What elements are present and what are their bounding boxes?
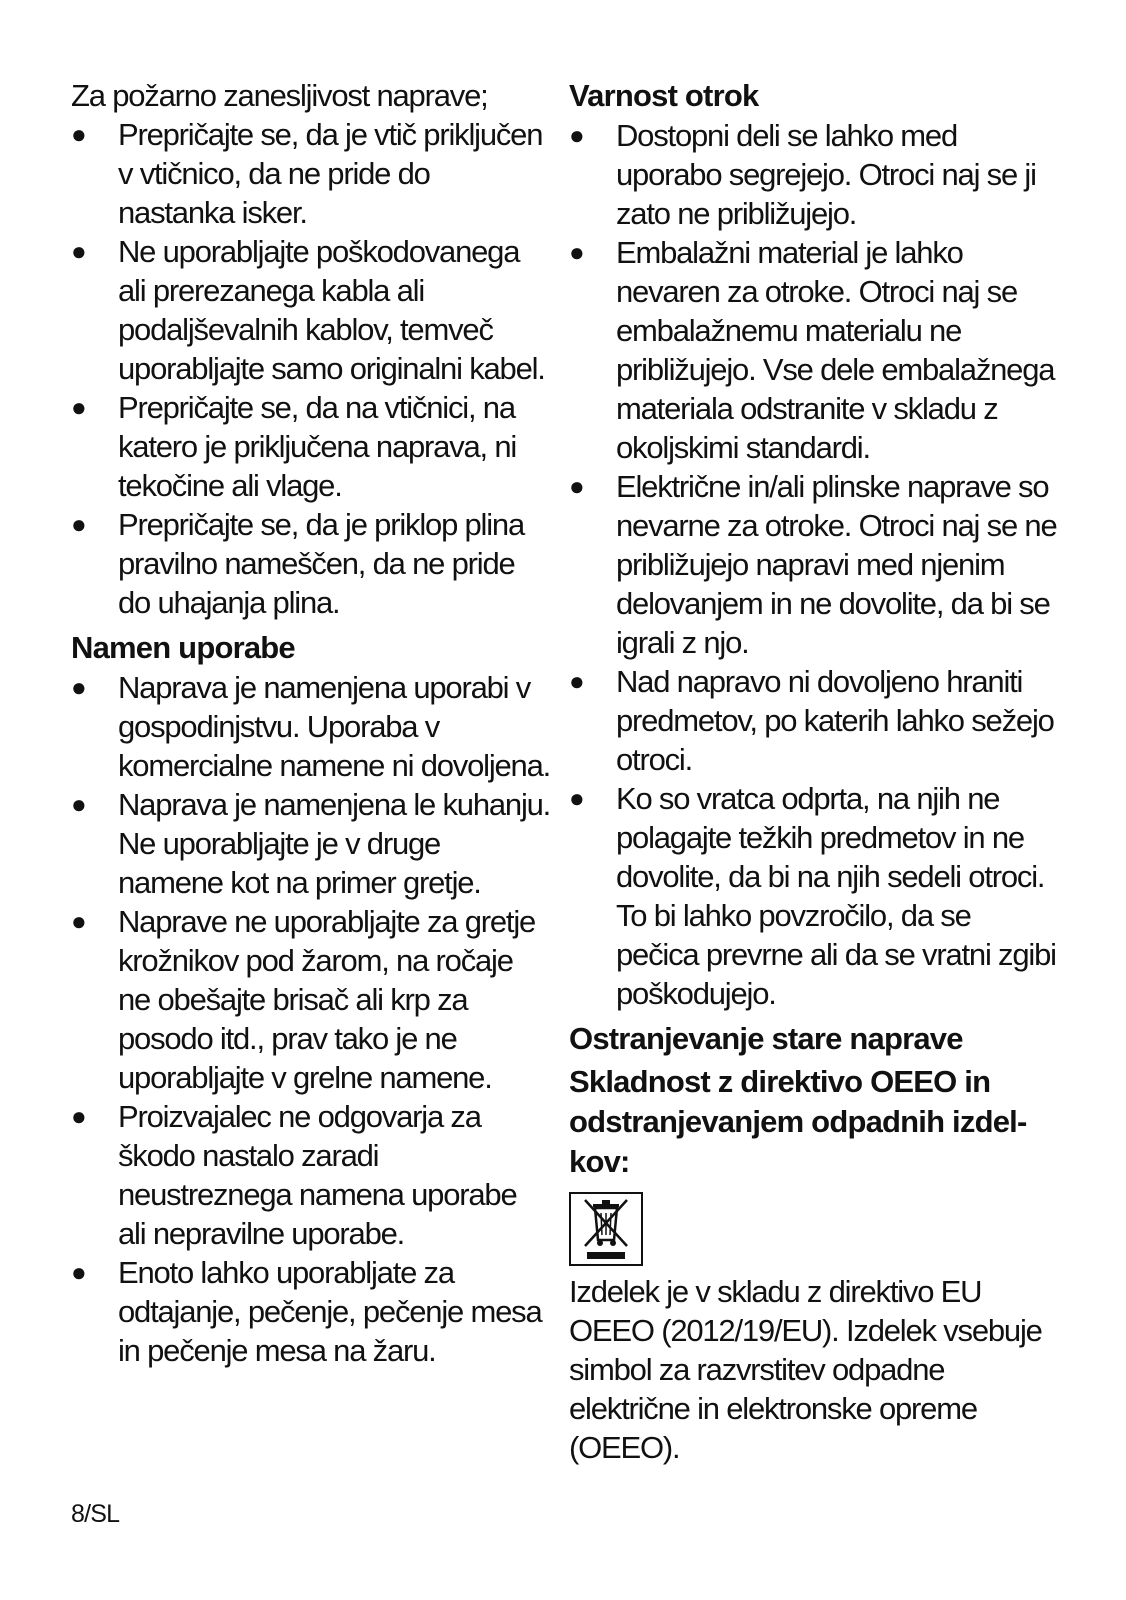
list-item: ● Ne uporabljajte poškodovanega ali prerezanega kabla ali podaljševalnih kablov, temveč uporabljajte samo originalni kabel.: [71, 234, 545, 386]
bullet-icon: ●: [71, 789, 86, 819]
child-safety-list: [569, 116, 1059, 1013]
list-item: ● Prepričajte se, da na vtičnici, na katero je priključena naprava, ni tekočine ali vlage.: [71, 390, 517, 503]
weee-compliance-heading: Skladnost z direktivo OEEO in odstranjevanjem odpadnih izdel-kov:: [569, 1064, 1027, 1179]
bullet-icon: ●: [71, 1101, 86, 1131]
list-item: ● Ko so vratca odprta, na njih ne polagajte težkih predmetov in ne dovolite, da bi na njih sedeli otroci. To bi lahko povzročilo, da se pečica prevrne ali da se vratni zgibi poškodujejo.: [569, 781, 1056, 1011]
list-item: ● Dostopni deli se lahko med uporabo segrejejo. Otroci naj se ji zato ne približujejo.: [569, 118, 1036, 231]
fire-safety-intro: Za požarno zanesljivost naprave;: [71, 78, 488, 113]
bullet-icon: ●: [569, 471, 584, 501]
list-item: ● Enoto lahko uporabljate za odtajanje, pečenje, pečenje mesa in pečenje mesa na žaru.: [71, 1255, 542, 1368]
right-column: [569, 76, 1059, 1467]
list-item: ● Proizvajalec ne odgovarja za škodo nastalo zaradi neustreznega namena uporabe ali nepravilne uporabe.: [71, 1099, 517, 1251]
bullet-icon: ●: [71, 392, 86, 422]
bullet-icon: ●: [569, 120, 584, 150]
bullet-icon: ●: [71, 1257, 86, 1287]
wheelie-bin-symbol-graphic: [571, 1194, 641, 1264]
weee-description: Izdelek je v skladu z direktivo EU OEEO (2012/19/EU). Izdelek vsebuje simbol za razvrstitev odpadne električne in elektronske opreme (OEEO).: [569, 1274, 1042, 1465]
bullet-icon: ●: [569, 666, 584, 696]
list-item: ● Prepričajte se, da je vtič priključen v vtičnico, da ne pride do nastanka isker.: [71, 117, 543, 230]
bullet-icon: ●: [569, 783, 584, 813]
list-item: ● Naprave ne uporabljajte za gretje krožnikov pod žarom, na ročaje ne obešajte brisač ali krp za posodo itd., prav tako je ne uporabljajte v grelne namene.: [71, 904, 536, 1095]
fire-safety-list: [71, 115, 551, 622]
bullet-icon: ●: [71, 236, 86, 266]
bullet-icon: ●: [71, 119, 86, 149]
list-item: ● Prepričajte se, da je priklop plina pravilno nameščen, da ne pride do uhajanja plina.: [71, 507, 525, 620]
list-item: ● Nad napravo ni dovoljeno hraniti predmetov, po katerih lahko sežejo otroci.: [569, 664, 1054, 777]
disposal-heading: Ostranjevanje stare naprave: [569, 1021, 963, 1056]
child-safety-heading: Varnost otrok: [569, 78, 759, 113]
bullet-icon: ●: [569, 237, 584, 267]
list-item: ● Embalažni material je lahko nevaren za otroke. Otroci naj se embalažnemu materialu ne približujejo. Vse dele embalažnega materiala odstranite v skladu z okoljskimi standardi.: [569, 235, 1055, 465]
list-item: ● Električne in/ali plinske naprave so nevarne za otroke. Otroci naj se ne približujejo napravi med njenim delovanjem in ne dovolite, da bi se igrali z njo.: [569, 469, 1057, 660]
page-number: 8/SL: [71, 1500, 120, 1528]
crossed-out-wheelie-bin-icon: [569, 1192, 643, 1266]
purpose-list: [71, 668, 551, 1370]
purpose-heading: Namen uporabe: [71, 630, 295, 665]
list-item: ● Naprava je namenjena uporabi v gospodinjstvu. Uporaba v komercialne namene ni dovoljena.: [71, 670, 551, 783]
left-column: [71, 76, 551, 1370]
list-item: ● Naprava je namenjena le kuhanju. Ne uporabljajte je v druge namene kot na primer gretje.: [71, 787, 551, 900]
bullet-icon: ●: [71, 672, 86, 702]
bullet-icon: ●: [71, 906, 86, 936]
bullet-icon: ●: [71, 509, 86, 539]
